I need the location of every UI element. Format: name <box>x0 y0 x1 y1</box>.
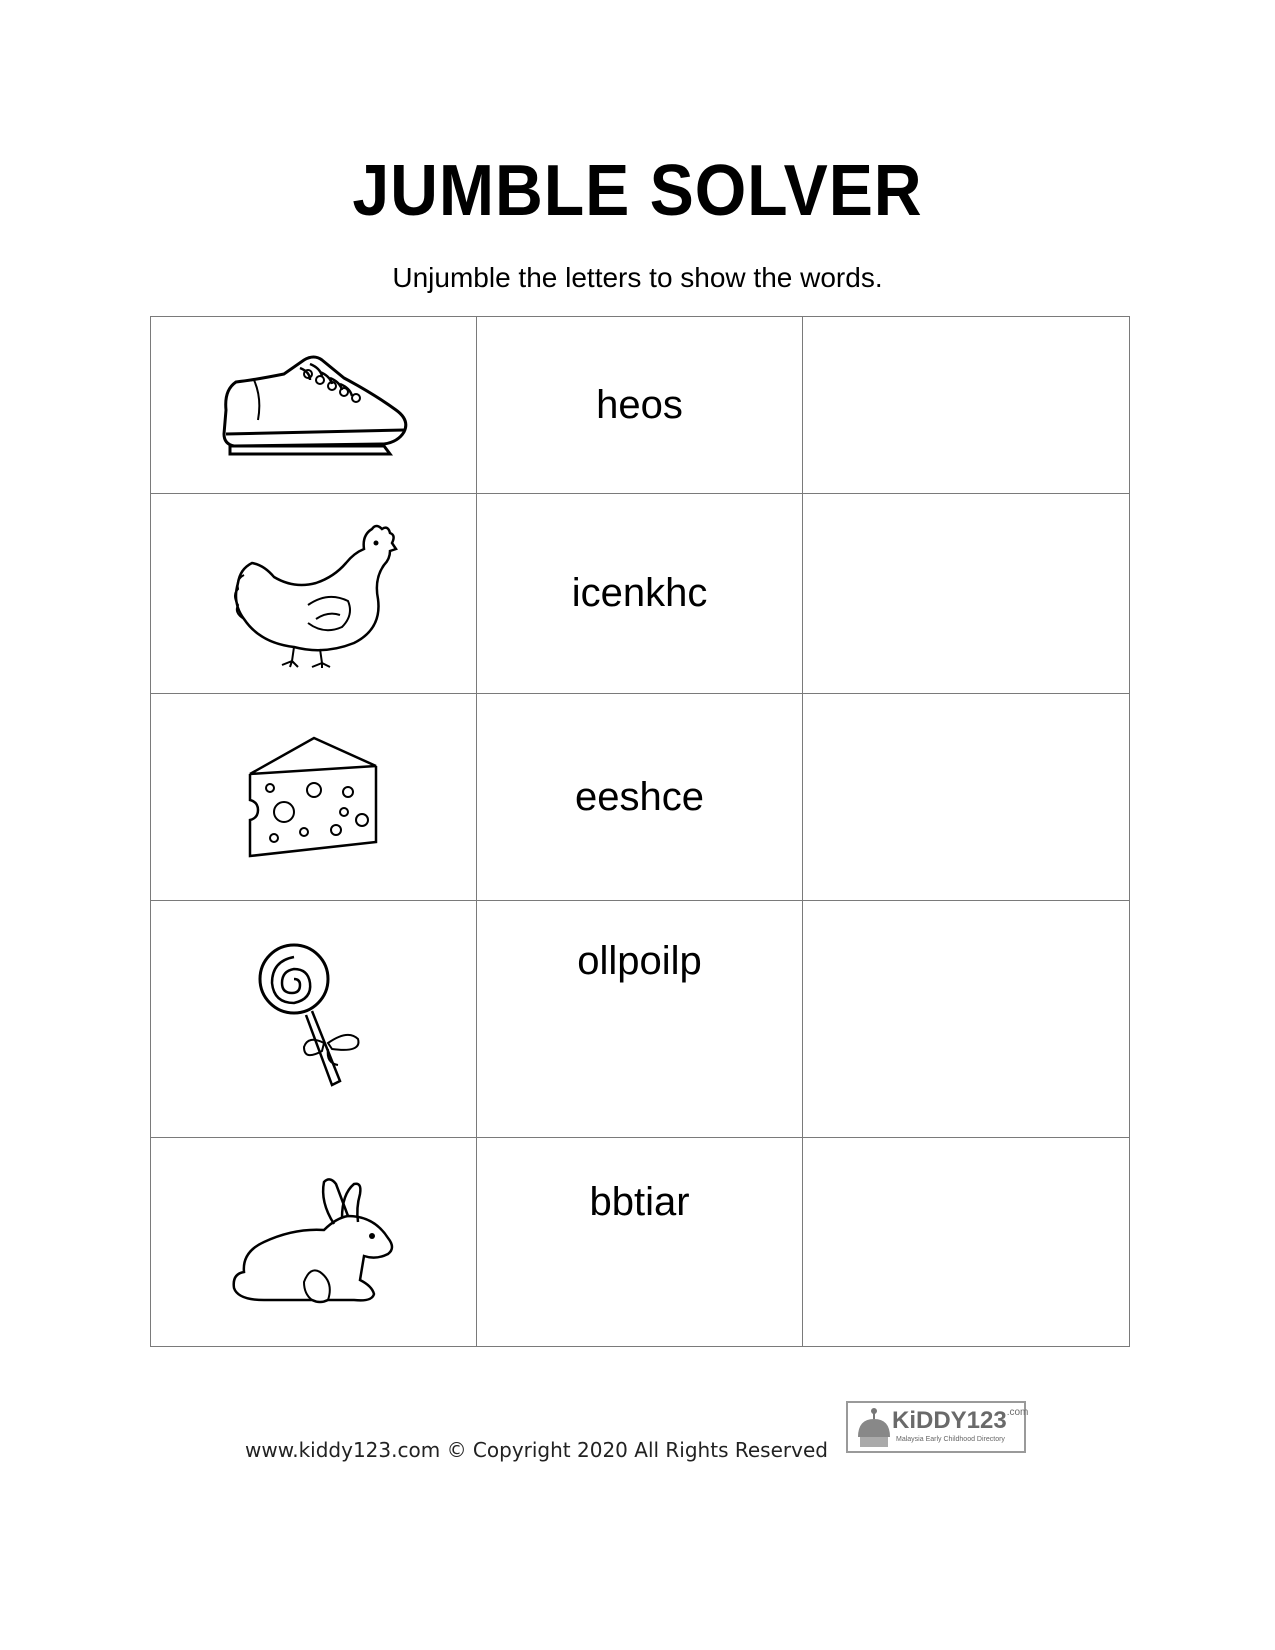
lollipop-icon <box>254 939 374 1099</box>
answer-cell[interactable] <box>803 317 1130 494</box>
table-row <box>151 901 1130 1138</box>
jumbled-word: bbtiar <box>589 1180 690 1224</box>
answer-cell[interactable] <box>803 694 1130 901</box>
mascot-icon <box>854 1407 894 1451</box>
jumbled-word: icenkhc <box>477 494 803 694</box>
copyright-footer: www.kiddy123.com © Copyright 2020 All Rights Reserved <box>245 1438 828 1462</box>
jumbled-word-cell <box>477 1138 803 1347</box>
logo-tagline: Malaysia Early Childhood Directory <box>896 1436 1005 1443</box>
jumble-table <box>150 316 1130 1347</box>
answer-cell[interactable] <box>803 901 1130 1138</box>
rabbit-icon <box>224 1172 404 1312</box>
picture-cell <box>151 317 477 494</box>
jumbled-word-cell <box>477 901 803 1138</box>
page-title: JUMBLE SOLVER <box>352 151 923 231</box>
answer-cell[interactable] <box>803 494 1130 694</box>
chicken-icon <box>224 519 404 669</box>
table-row <box>151 1138 1130 1347</box>
picture-cell <box>151 901 477 1138</box>
cheese-icon <box>244 732 384 862</box>
jumbled-word: ollpoilp <box>577 939 702 983</box>
table-row <box>151 317 1130 494</box>
jumbled-word: eeshce <box>477 694 803 901</box>
shoe-icon <box>214 350 414 460</box>
kiddy123-logo[interactable] <box>846 1401 1029 1453</box>
picture-cell <box>151 694 477 901</box>
instructions: Unjumble the letters to show the words. <box>392 262 883 293</box>
answer-cell[interactable] <box>803 1138 1130 1347</box>
jumbled-word: heos <box>477 317 803 494</box>
table-row <box>151 494 1130 694</box>
logo-text: KiDDY123 <box>892 1407 1007 1434</box>
table-row <box>151 694 1130 901</box>
picture-cell <box>151 1138 477 1347</box>
picture-cell <box>151 494 477 694</box>
logo-tld: .com <box>1006 1407 1029 1418</box>
